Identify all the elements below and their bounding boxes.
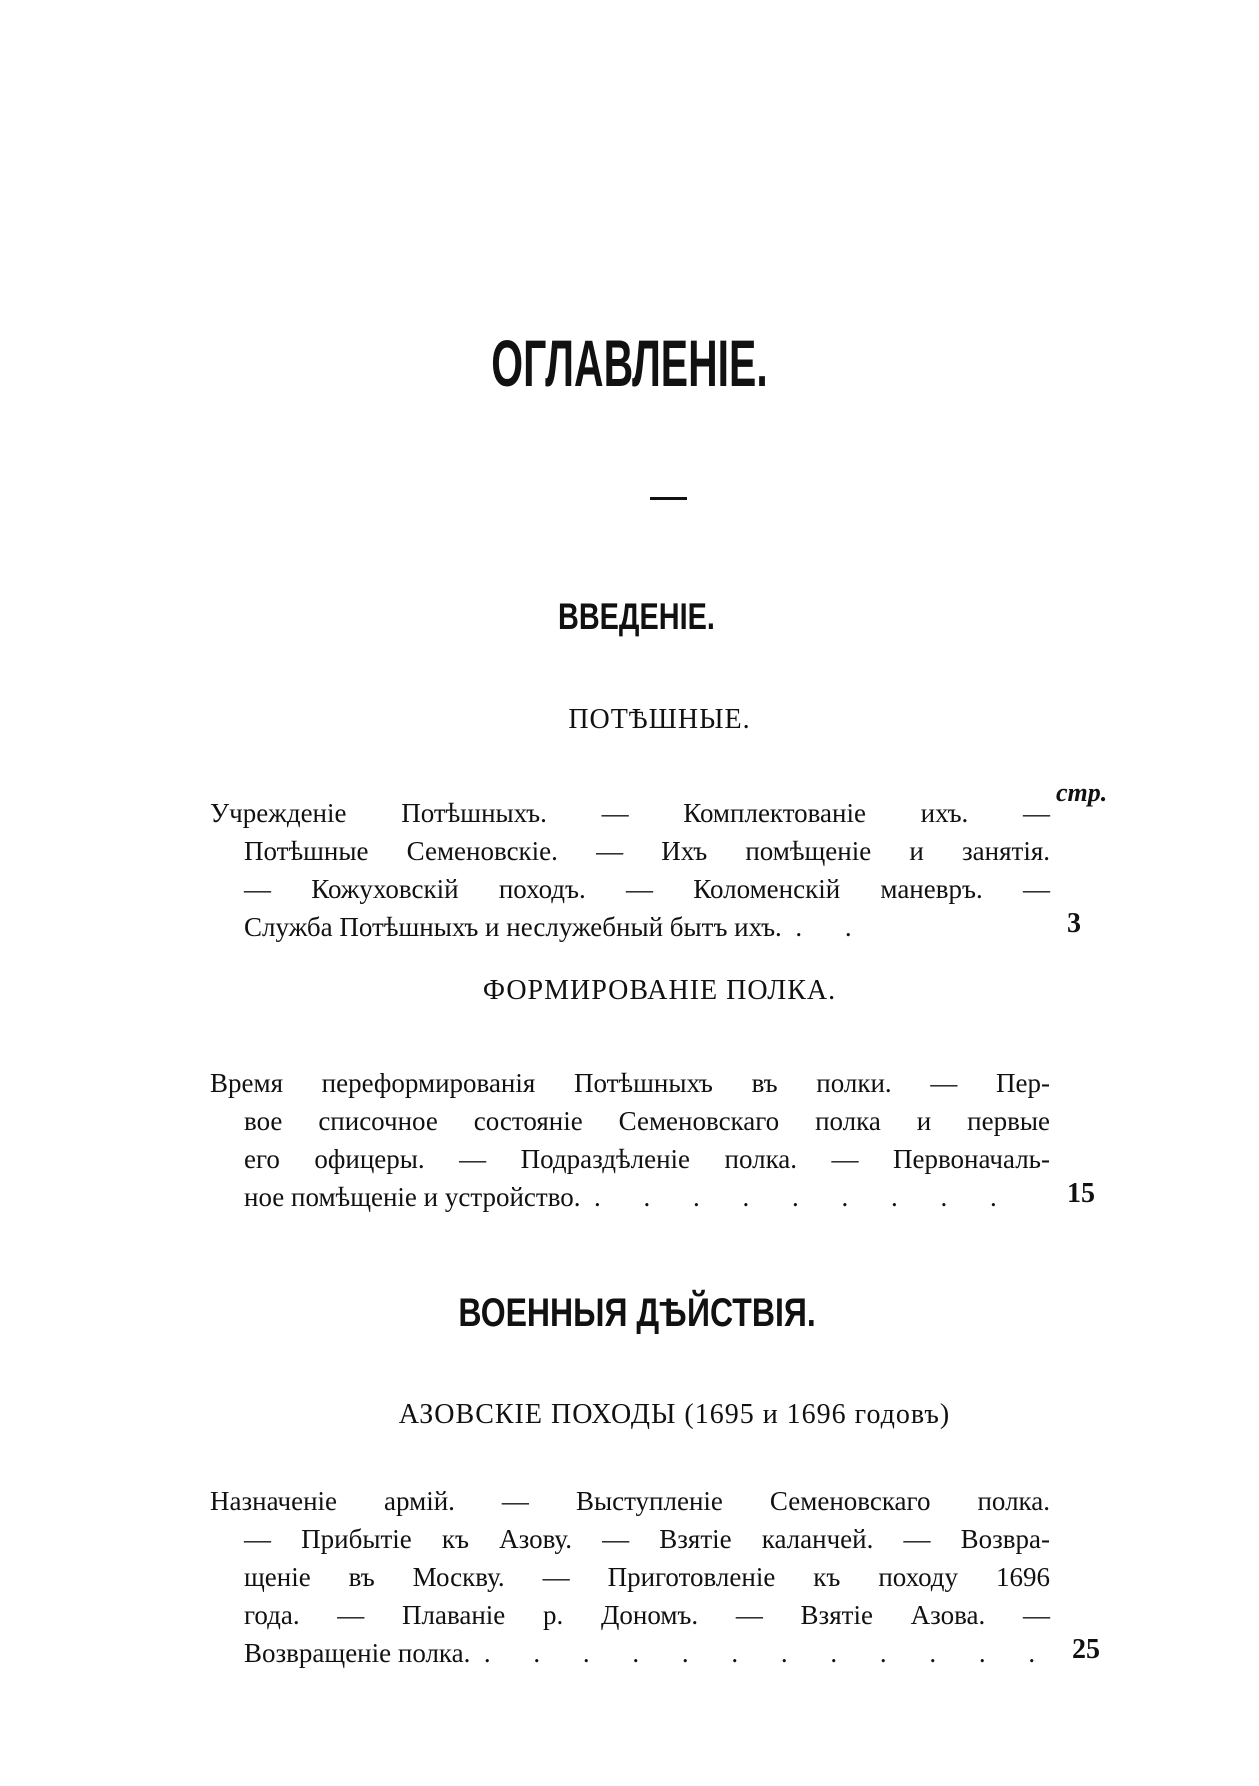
dot-leader: . . . . . . . . . <box>594 1182 1015 1212</box>
toc-entry-line-text: ное помѣщеніе и устройство. <box>244 1182 581 1212</box>
toc-entry-line: его офицеры. — Подраздѣленіе полка. — Первоначаль- <box>244 1144 1050 1174</box>
toc-entry-line-last <box>210 908 1050 946</box>
toc-entry-line: года. — Плаваніе р. Дономъ. — Взятіе Азова. — <box>244 1600 1050 1630</box>
toc-entry-line: Назначеніе армій. — Выступленіе Семеновскаго полка. <box>210 1486 1050 1516</box>
section-heading-azov: АЗОВСКІЕ ПОХОДЫ (1695 и 1696 годовъ) <box>398 1399 951 1430</box>
section-heading-formation: ФОРМИРОВАНІЕ ПОЛКА. <box>482 975 837 1006</box>
toc-entry-line: — Прибытіе къ Азову. — Взятіе каланчей. — Возвра- <box>244 1524 1050 1554</box>
toc-entry-line-last <box>210 1178 1050 1216</box>
toc-entry-line: — Кожуховскій походъ. — Коломенскій маневръ. — <box>244 874 1050 904</box>
page-title: ОГЛАВЛЕНІЕ. <box>491 326 768 400</box>
toc-entry-line: Время переформированія Потѣшныхъ въ полки. — Пер- <box>210 1068 1050 1098</box>
page-column-label: стр. <box>1056 778 1108 807</box>
toc-entry-line-last <box>210 1634 1054 1672</box>
toc-entry-line: щеніе въ Москву. — Приготовленіе къ походу 1696 <box>244 1562 1050 1592</box>
toc-entry-line-text: Служба Потѣшныхъ и неслужебный бытъ ихъ. <box>244 912 782 942</box>
toc-entry-poteshnye[interactable] <box>210 794 1050 946</box>
toc-entry-line: Учрежденіе Потѣшныхъ. — Комплектованіе ихъ. — <box>210 798 1050 828</box>
toc-entry-line: Потѣшные Семеновскіе. — Ихъ помѣщеніе и занятія. <box>244 836 1050 866</box>
toc-entry-azov[interactable] <box>210 1482 1054 1672</box>
toc-page-number: 15 <box>1067 1178 1095 1209</box>
toc-page-number: 25 <box>1072 1634 1100 1665</box>
part-heading-military-actions: ВОЕННЫЯ ДѢЙСТВІЯ. <box>458 1291 816 1335</box>
dot-leader: . . . . . . . . . . . . <box>483 1638 1054 1668</box>
title-divider <box>650 497 687 500</box>
section-heading-poteshnye: ПОТѢШНЫЕ. <box>568 704 751 735</box>
toc-page-number: 3 <box>1067 908 1081 939</box>
toc-entry-line: вое списочное состояніе Семеновскаго полка и первые <box>244 1106 1050 1136</box>
toc-entry-line-text: Возвращеніе полка. <box>244 1638 471 1668</box>
part-heading-introduction: ВВЕДЕНІЕ. <box>557 596 715 637</box>
toc-entry-formation[interactable] <box>210 1064 1050 1216</box>
dot-leader: . . <box>795 912 870 942</box>
